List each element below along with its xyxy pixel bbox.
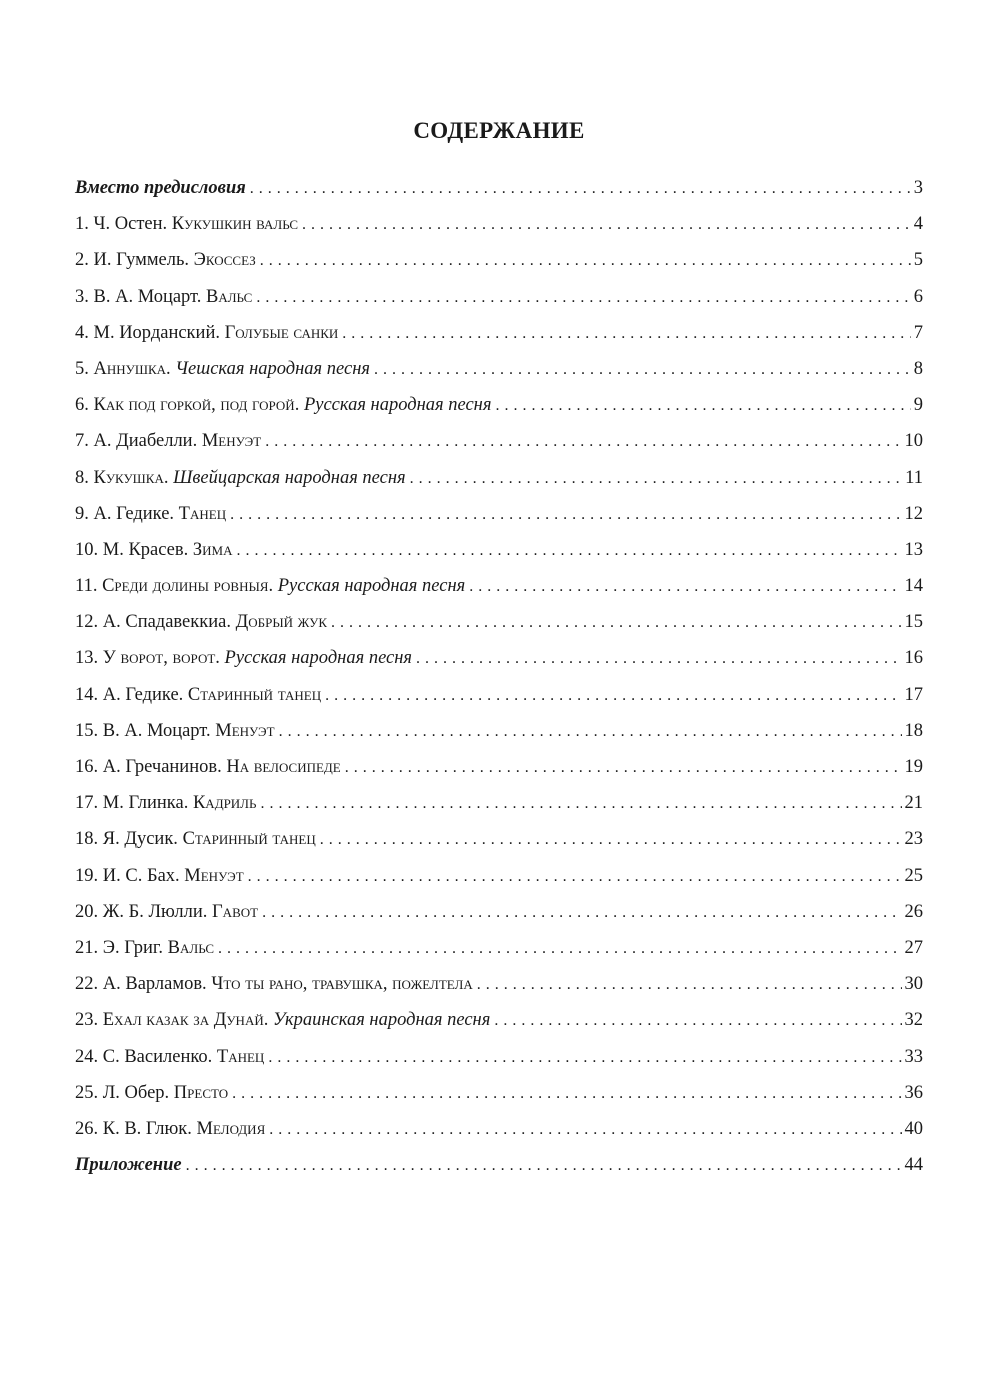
dot-leader — [260, 243, 911, 279]
toc-entry-page-number: 8 — [913, 358, 923, 379]
toc-entry-number: 8. — [75, 467, 89, 488]
toc-entry-composer: В. А. Моцарт. — [102, 720, 211, 741]
toc-entry-composer: М. Глинка. — [102, 793, 189, 814]
toc-entry-composer: А. Гедике. — [102, 684, 184, 705]
toc-entry-work: Менуэт — [184, 865, 244, 886]
toc-entry-title — [75, 785, 256, 821]
toc-entry-number: 17. — [75, 793, 99, 814]
toc-entry — [75, 279, 923, 315]
toc-entry-work: Мелодия — [196, 1118, 266, 1139]
toc-entry — [75, 1039, 923, 1075]
table-of-contents — [75, 170, 923, 1183]
toc-entry-page-number: 33 — [904, 1046, 923, 1067]
toc-entry-page-number: 12 — [904, 503, 923, 524]
toc-entry-title — [75, 387, 491, 423]
toc-entry-composer: Э. Григ. — [102, 937, 164, 958]
toc-entry-composer: М. Иорданский. — [93, 322, 220, 343]
toc-entry-title — [75, 894, 258, 930]
toc-entry — [75, 713, 923, 749]
toc-entry — [75, 460, 923, 496]
toc-entry-genre: Русская народная песня — [277, 576, 466, 597]
dot-leader — [230, 497, 901, 533]
dot-leader — [374, 352, 911, 388]
dot-leader — [469, 569, 901, 605]
dot-leader — [495, 388, 910, 424]
toc-entry-work: Старинный танец — [182, 829, 316, 850]
toc-entry-number: 5. — [75, 358, 89, 379]
toc-entry-page-number: 44 — [904, 1155, 923, 1176]
toc-entry-title — [75, 1039, 264, 1075]
toc-entry — [75, 496, 923, 532]
toc-entry-title — [75, 315, 338, 351]
toc-entry-work: У ворот, ворот. — [102, 648, 220, 669]
toc-entry — [75, 930, 923, 966]
toc-entry — [75, 568, 923, 604]
toc-entry-title — [75, 930, 214, 966]
toc-entry-number: 22. — [75, 974, 99, 995]
toc-entry-page-number: 4 — [913, 214, 923, 235]
toc-entry-page-number: 25 — [904, 865, 923, 886]
dot-leader — [410, 461, 903, 497]
toc-entry — [75, 858, 923, 894]
toc-entry-work: Кадриль — [192, 793, 257, 814]
toc-entry-page-number: 6 — [913, 286, 923, 307]
toc-entry — [75, 170, 923, 206]
toc-entry-work: Ехал казак за Дунай. — [102, 1010, 269, 1031]
toc-entry — [75, 966, 923, 1002]
toc-entry-composer: К. В. Глюк. — [102, 1118, 192, 1139]
toc-entry-work: Кукушкин вальс — [171, 214, 299, 235]
toc-entry — [75, 1111, 923, 1147]
dot-leader — [260, 786, 901, 822]
toc-entry — [75, 1075, 923, 1111]
dot-leader — [232, 1076, 901, 1112]
toc-entry-work: Гавот — [211, 901, 259, 922]
toc-entry-number: 24. — [75, 1046, 99, 1067]
toc-entry-composer: А. Спадавеккиа. — [102, 612, 231, 633]
dot-leader — [342, 316, 910, 352]
toc-entry-number: 13. — [75, 648, 99, 669]
toc-entry-number: 16. — [75, 757, 99, 777]
dot-leader — [494, 1003, 901, 1039]
toc-entry-number: 19. — [75, 865, 99, 886]
toc-entry-page-number: 5 — [913, 250, 923, 271]
dot-leader — [186, 1148, 902, 1184]
toc-entry — [75, 387, 923, 423]
toc-entry-number: 1. — [75, 214, 89, 235]
dot-leader — [265, 424, 901, 460]
toc-entry-work: Старинный танец — [187, 684, 322, 705]
toc-entry-number: 11. — [75, 576, 98, 597]
dot-leader — [248, 859, 902, 895]
toc-entry — [75, 315, 923, 351]
toc-entry-work: Вальс — [206, 286, 253, 307]
toc-entry-page-number: 7 — [913, 322, 923, 343]
toc-entry-page-number: 11 — [905, 467, 923, 488]
toc-entry-title — [75, 496, 226, 532]
toc-entry-work: Экоссез — [193, 250, 256, 271]
toc-entry — [75, 640, 923, 676]
toc-entry-title — [75, 206, 298, 242]
toc-entry-number: 12. — [75, 612, 99, 633]
toc-entry-work: Добрый жук — [235, 612, 328, 633]
toc-entry-title — [75, 170, 246, 206]
toc-entry — [75, 749, 923, 785]
toc-entry-page-number: 3 — [913, 178, 923, 198]
dot-leader — [331, 605, 901, 641]
toc-entry-number: 10. — [75, 539, 99, 560]
toc-entry-work: На велосипеде — [226, 757, 341, 777]
toc-entry-number: 26. — [75, 1118, 99, 1139]
toc-entry-work: Как под горкой, под горой. — [93, 395, 300, 416]
toc-entry-page-number: 17 — [904, 684, 923, 705]
toc-entry-composer: М. Красев. — [102, 539, 189, 560]
toc-entry-genre: Украинская народная песня — [272, 1010, 491, 1031]
toc-entry-work: Аннушка. — [93, 358, 171, 379]
toc-entry — [75, 604, 923, 640]
toc-entry-composer: И. Гуммель. — [93, 250, 190, 271]
dot-leader — [218, 931, 901, 967]
toc-entry-page-number: 16 — [904, 648, 923, 669]
toc-entry-genre: Русская народная песня — [224, 648, 413, 669]
toc-entry-number: 15. — [75, 720, 99, 741]
toc-entry — [75, 351, 923, 387]
dot-leader — [269, 1112, 901, 1148]
toc-entry-section: Вместо предисловия — [75, 178, 246, 198]
toc-entry-composer: Ч. Остен. — [93, 214, 168, 235]
toc-entry-composer: В. А. Моцарт. — [93, 286, 202, 307]
toc-entry — [75, 821, 923, 857]
toc-entry-page-number: 23 — [904, 829, 923, 850]
toc-entry — [75, 785, 923, 821]
toc-entry-work: Престо — [173, 1082, 229, 1103]
toc-entry-page-number: 26 — [904, 901, 923, 922]
toc-entry-number: 14. — [75, 684, 99, 705]
toc-entry-page-number: 40 — [904, 1118, 923, 1139]
toc-entry-number: 20. — [75, 901, 99, 922]
toc-entry-title — [75, 1075, 228, 1111]
toc-entry-title — [75, 423, 261, 459]
toc-entry-section: Приложение — [75, 1155, 182, 1176]
toc-entry-title — [75, 351, 370, 387]
dot-leader — [256, 280, 910, 316]
toc-entry — [75, 1147, 923, 1183]
toc-entry-page-number: 21 — [904, 793, 923, 814]
toc-entry-title — [75, 640, 412, 676]
dot-leader — [325, 678, 901, 714]
toc-entry — [75, 532, 923, 568]
toc-entry-genre: Чешская народная песня — [175, 358, 370, 379]
toc-entry-composer: А. Гречанинов. — [102, 757, 222, 777]
toc-entry-page-number: 30 — [904, 974, 923, 995]
toc-entry-composer: А. Варламов. — [102, 974, 207, 995]
dot-leader — [416, 641, 901, 677]
dot-leader — [279, 714, 902, 750]
toc-entry — [75, 242, 923, 278]
toc-entry-composer: А. Диабелли. — [93, 431, 198, 452]
toc-entry-work: Менуэт — [215, 720, 275, 741]
toc-entry-title — [75, 858, 244, 894]
toc-entry-page-number: 36 — [904, 1082, 923, 1103]
toc-entry-page-number: 19 — [904, 757, 923, 777]
toc-entry-page-number: 32 — [904, 1010, 923, 1031]
dot-leader — [302, 207, 911, 243]
toc-entry-title — [75, 279, 252, 315]
dot-leader — [345, 750, 902, 786]
toc-entry-composer: Л. Обер. — [102, 1082, 170, 1103]
dot-leader — [477, 967, 902, 1003]
toc-entry-work: Среди долины ровныя. — [102, 576, 274, 597]
toc-entry-number: 7. — [75, 431, 89, 452]
toc-entry — [75, 894, 923, 930]
toc-entry-title — [75, 821, 316, 857]
toc-entry-page-number: 9 — [913, 395, 923, 416]
toc-entry — [75, 1002, 923, 1038]
toc-entry-page-number: 13 — [904, 539, 923, 560]
toc-entry-page-number: 15 — [904, 612, 923, 633]
toc-entry-work: Менуэт — [201, 431, 262, 452]
toc-entry-genre: Швейцарская народная песня — [173, 467, 406, 488]
toc-entry-number: 23. — [75, 1010, 99, 1031]
dot-leader — [320, 822, 902, 858]
toc-entry-title — [75, 1002, 490, 1038]
toc-entry-title — [75, 1147, 182, 1183]
toc-entry-composer: Ж. Б. Люлли. — [102, 901, 208, 922]
toc-entry-number: 2. — [75, 250, 89, 271]
toc-entry-work: Зима — [192, 539, 233, 560]
toc-entry-title — [75, 1111, 265, 1147]
toc-entry-number: 18. — [75, 829, 99, 850]
toc-entry-title — [75, 677, 321, 713]
toc-entry-composer: Я. Дусик. — [102, 829, 178, 850]
page-title: СОДЕРЖАНИЕ — [413, 118, 585, 143]
toc-entry-title — [75, 713, 275, 749]
toc-entry-title — [75, 966, 473, 1002]
dot-leader — [250, 171, 911, 207]
toc-entry-number: 25. — [75, 1082, 99, 1103]
dot-leader — [237, 533, 902, 569]
toc-entry-title — [75, 460, 406, 496]
toc-entry-title — [75, 532, 233, 568]
toc-entry-work: Танец — [178, 503, 227, 524]
toc-entry-composer: С. Василенко. — [102, 1046, 213, 1067]
toc-entry-genre: Русская народная песня — [303, 395, 492, 416]
toc-entry-title — [75, 242, 256, 278]
toc-entry-title — [75, 749, 341, 785]
toc-entry-page-number: 18 — [904, 720, 923, 741]
toc-entry-page-number: 14 — [904, 576, 923, 597]
toc-entry-work: Что ты рано, травушка, пожелтела — [211, 974, 473, 995]
toc-entry-work: Кукушка. — [93, 467, 169, 488]
toc-entry-page-number: 10 — [904, 431, 923, 452]
toc-entry-number: 3. — [75, 286, 89, 307]
toc-entry-number: 4. — [75, 322, 89, 343]
toc-entry-number: 6. — [75, 395, 89, 416]
toc-entry-title — [75, 568, 465, 604]
toc-entry-work: Вальс — [167, 937, 215, 958]
toc-entry-composer: А. Гедике. — [93, 503, 175, 524]
toc-entry-composer: И. С. Бах. — [102, 865, 180, 886]
toc-entry-page-number: 27 — [904, 937, 923, 958]
toc-entry-number: 21. — [75, 937, 99, 958]
toc-entry-work: Голубые санки — [224, 322, 339, 343]
toc-entry — [75, 206, 923, 242]
dot-leader — [268, 1040, 901, 1076]
toc-entry-title — [75, 604, 327, 640]
toc-entry — [75, 423, 923, 459]
toc-entry-work: Танец — [216, 1046, 265, 1067]
toc-entry-number: 9. — [75, 503, 89, 524]
toc-entry — [75, 677, 923, 713]
dot-leader — [262, 895, 901, 931]
